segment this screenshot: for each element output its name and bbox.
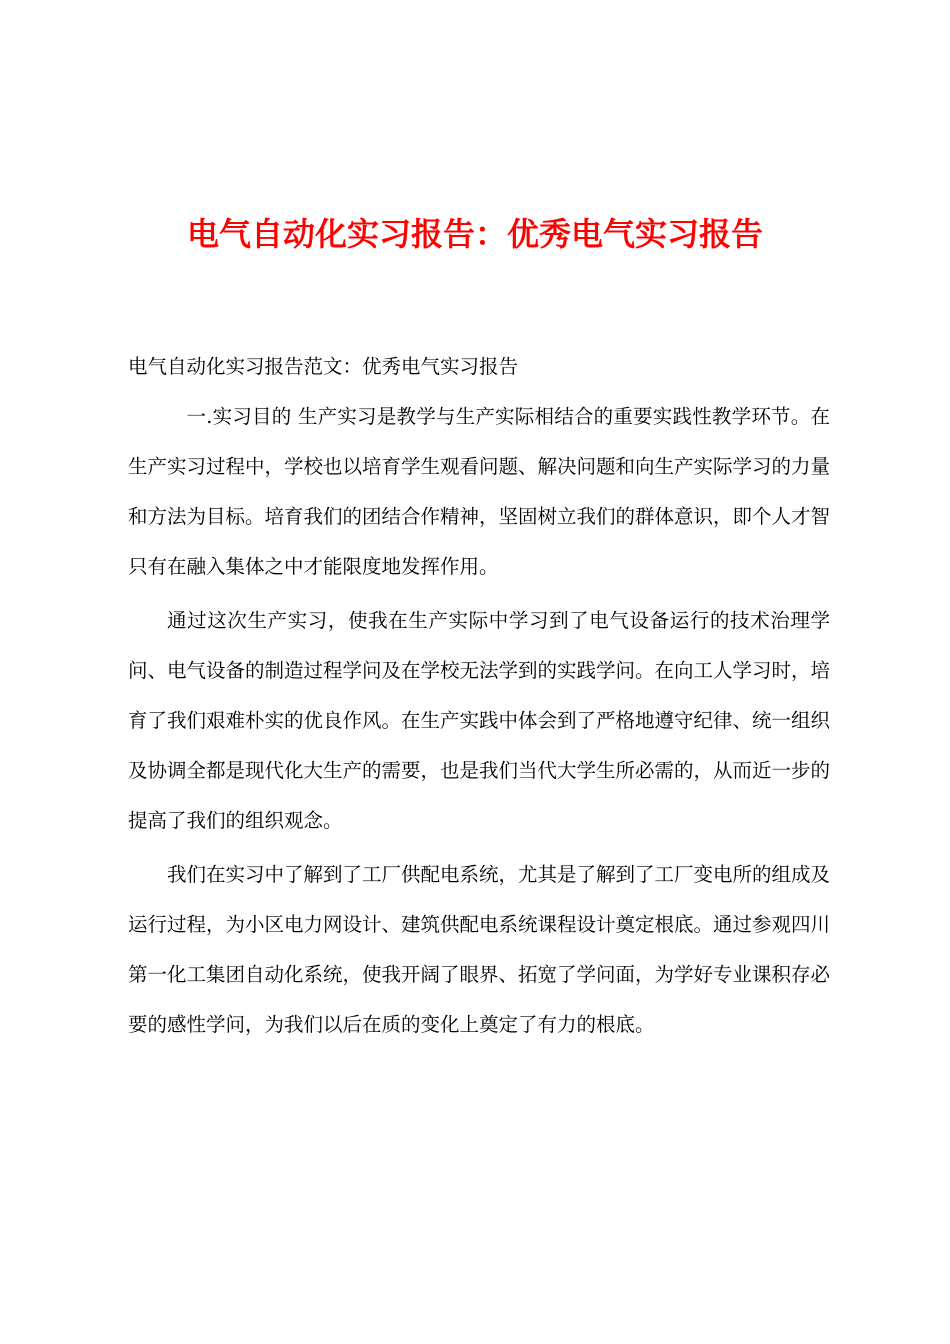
document-subtitle: 电气自动化实习报告范文：优秀电气实习报告 bbox=[128, 355, 519, 378]
paragraph-1: 一.实习目的 生产实习是教学与生产实际相结合的重要实践性教学环节。在生产实习过程中，学校也以培育学生观看问题、解决问题和向生产实际学习的力量和方法为目标。培育我们的团结合作精神，坚固树立我们的群体意识，即个人才智只有在融入集体之中才能限度地发挥作用。 bbox=[128, 405, 831, 578]
document-title: 电气自动化实习报告：优秀电气实习报告 bbox=[186, 215, 763, 253]
paragraph-2: 通过这次生产实习，使我在生产实际中学习到了电气设备运行的技术治理学问、电气设备的制造过程学问及在学校无法学到的实践学问。在向工人学习时，培育了我们艰难朴实的优良作风。在生产实践中体会到了严格地遵守纪律、统一组织及协调全都是现代化大生产的需要，也是我们当代大学生所必需的，从而近一步的提高了我们的组织观念。 bbox=[128, 609, 831, 832]
paragraph-3: 我们在实习中了解到了工厂供配电系统，尤其是了解到了工厂变电所的组成及运行过程，为小区电力网设计、建筑供配电系统课程设计奠定根底。通过参观四川第一化工集团自动化系统，使我开阔了眼界、拓宽了学问面，为学好专业课积存必要的感性学问，为我们以后在质的变化上奠定了有力的根底。 bbox=[128, 863, 831, 1036]
document-body bbox=[128, 342, 830, 1050]
